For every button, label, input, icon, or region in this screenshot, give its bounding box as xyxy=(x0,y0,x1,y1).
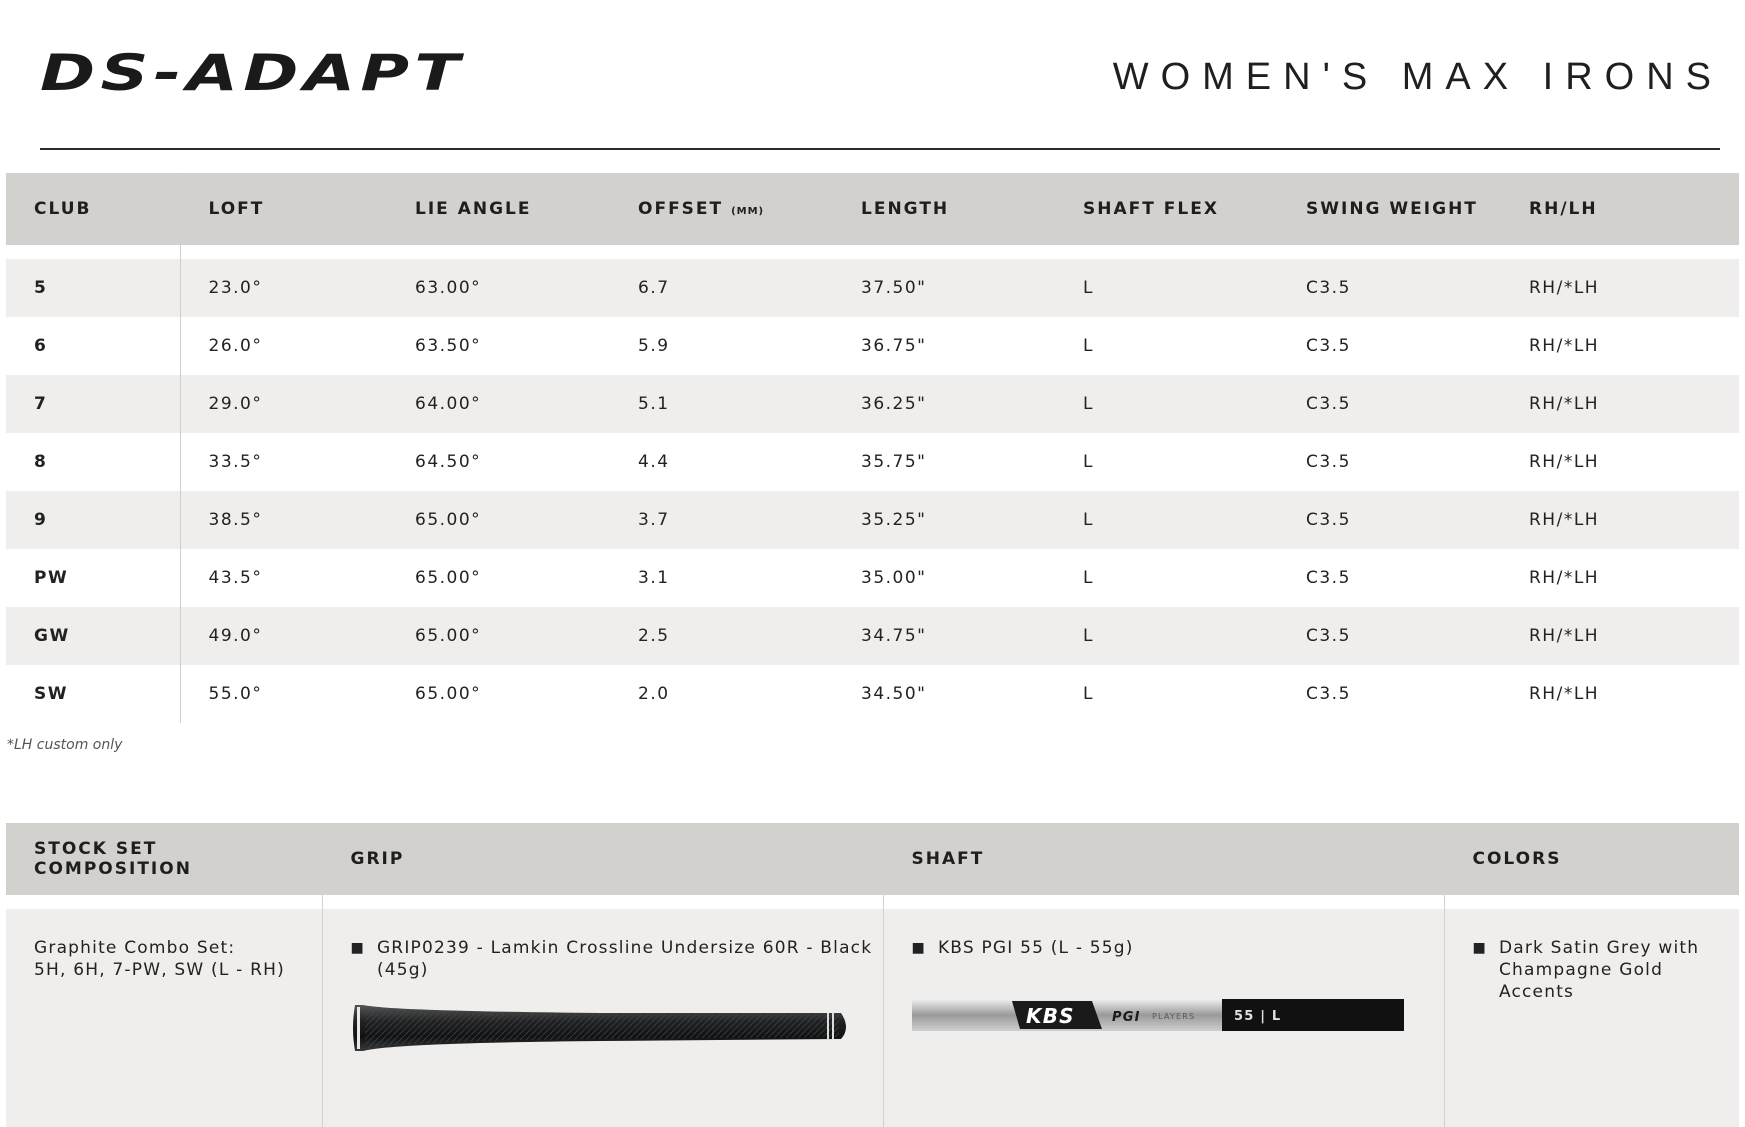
cell-lie-angle: 64.50° xyxy=(387,433,610,491)
cell-lie-angle: 65.00° xyxy=(387,607,610,665)
cell-club: 8 xyxy=(6,433,180,491)
cell-length: 37.50" xyxy=(833,259,1055,317)
table-row xyxy=(6,433,1739,491)
composition-row xyxy=(6,909,1739,1127)
cell-loft: 43.5° xyxy=(180,549,387,607)
svg-text:55 | L: 55 | L xyxy=(1233,1009,1281,1024)
cell-club: GW xyxy=(6,607,180,665)
col-shaft-flex: SHAFT FLEX xyxy=(1055,173,1278,245)
cell-rh-lh: RH/*LH xyxy=(1501,491,1739,549)
cell-length: 35.25" xyxy=(833,491,1055,549)
table-row xyxy=(6,375,1739,433)
shaft-image xyxy=(912,997,1404,1033)
header-divider xyxy=(40,148,1720,150)
composition-header-row xyxy=(6,823,1739,895)
stock-set-cell xyxy=(6,909,322,1127)
cell-shaft-flex: L xyxy=(1055,375,1278,433)
col-rh-lh: RH/LH xyxy=(1501,173,1739,245)
svg-text:PGI: PGI xyxy=(1111,1010,1141,1025)
cell-offset: 6.7 xyxy=(610,259,833,317)
col-club: CLUB xyxy=(6,173,180,245)
cell-offset: 5.9 xyxy=(610,317,833,375)
cell-swing-weight: C3.5 xyxy=(1278,491,1501,549)
grip-cell xyxy=(322,909,883,1127)
colors-text: Dark Satin Grey with Champagne Gold Accents xyxy=(1498,938,1700,1002)
cell-length: 35.75" xyxy=(833,433,1055,491)
col-stock-set: STOCK SET COMPOSITION xyxy=(6,823,322,895)
cell-shaft-flex: L xyxy=(1055,491,1278,549)
table-row xyxy=(6,491,1739,549)
cell-loft: 33.5° xyxy=(180,433,387,491)
cell-lie-angle: 65.00° xyxy=(387,549,610,607)
cell-length: 34.50" xyxy=(833,665,1055,723)
table-row xyxy=(6,607,1739,665)
set-line-2: 5H, 6H, 7-PW, SW (L - RH) xyxy=(34,960,285,980)
cell-offset: 4.4 xyxy=(610,433,833,491)
bullet-icon: ■ xyxy=(1472,940,1487,956)
table-row xyxy=(6,665,1739,723)
svg-text:KBS: KBS xyxy=(1025,1004,1075,1028)
footnote: *LH custom only xyxy=(7,737,123,753)
grip-text: GRIP0239 - Lamkin Crossline Undersize 60R - Black (45g) xyxy=(376,938,873,980)
cell-offset: 5.1 xyxy=(610,375,833,433)
cell-loft: 38.5° xyxy=(180,491,387,549)
cell-offset: 3.1 xyxy=(610,549,833,607)
cell-lie-angle: 63.50° xyxy=(387,317,610,375)
cell-shaft-flex: L xyxy=(1055,665,1278,723)
svg-text:PLAYERS: PLAYERS xyxy=(1151,1012,1195,1021)
cell-club: 5 xyxy=(6,259,180,317)
cell-swing-weight: C3.5 xyxy=(1278,259,1501,317)
cell-club: PW xyxy=(6,549,180,607)
cell-lie-angle: 64.00° xyxy=(387,375,610,433)
cell-swing-weight: C3.5 xyxy=(1278,317,1501,375)
table-row xyxy=(6,317,1739,375)
col-loft: LOFT xyxy=(180,173,387,245)
col-shaft: SHAFT xyxy=(883,823,1444,895)
set-line-1: Graphite Combo Set: xyxy=(34,938,236,958)
cell-offset: 2.0 xyxy=(610,665,833,723)
col-grip: GRIP xyxy=(322,823,883,895)
cell-length: 36.75" xyxy=(833,317,1055,375)
cell-lie-angle: 63.00° xyxy=(387,259,610,317)
cell-loft: 49.0° xyxy=(180,607,387,665)
specs-table xyxy=(6,173,1739,723)
cell-rh-lh: RH/*LH xyxy=(1501,259,1739,317)
ds-adapt-logo xyxy=(40,50,470,96)
cell-rh-lh: RH/*LH xyxy=(1501,549,1739,607)
col-offset xyxy=(610,173,833,245)
col-offset-label: OFFSET xyxy=(638,199,724,219)
cell-shaft-flex: L xyxy=(1055,607,1278,665)
cell-shaft-flex: L xyxy=(1055,549,1278,607)
cell-rh-lh: RH/*LH xyxy=(1501,607,1739,665)
cell-club: SW xyxy=(6,665,180,723)
cell-length: 35.00" xyxy=(833,549,1055,607)
cell-club: 6 xyxy=(6,317,180,375)
cell-length: 36.25" xyxy=(833,375,1055,433)
cell-loft: 26.0° xyxy=(180,317,387,375)
cell-rh-lh: RH/*LH xyxy=(1501,317,1739,375)
cell-loft: 29.0° xyxy=(180,375,387,433)
cell-club: 7 xyxy=(6,375,180,433)
svg-text:DS-ADAPT: DS-ADAPT xyxy=(40,50,465,96)
col-length: LENGTH xyxy=(833,173,1055,245)
cell-swing-weight: C3.5 xyxy=(1278,433,1501,491)
shaft-text: KBS PGI 55 (L - 55g) xyxy=(937,938,1134,958)
shaft-cell xyxy=(883,909,1444,1127)
cell-swing-weight: C3.5 xyxy=(1278,375,1501,433)
bullet-icon: ■ xyxy=(911,940,926,956)
cell-shaft-flex: L xyxy=(1055,259,1278,317)
cell-rh-lh: RH/*LH xyxy=(1501,665,1739,723)
cell-rh-lh: RH/*LH xyxy=(1501,375,1739,433)
cell-shaft-flex: L xyxy=(1055,317,1278,375)
col-lie-angle: LIE ANGLE xyxy=(387,173,610,245)
table-row xyxy=(6,549,1739,607)
cell-offset: 2.5 xyxy=(610,607,833,665)
cell-lie-angle: 65.00° xyxy=(387,491,610,549)
cell-swing-weight: C3.5 xyxy=(1278,607,1501,665)
cell-swing-weight: C3.5 xyxy=(1278,549,1501,607)
bullet-icon: ■ xyxy=(350,940,365,956)
cell-swing-weight: C3.5 xyxy=(1278,665,1501,723)
specs-header-row xyxy=(6,173,1739,245)
col-swing-weight: SWING WEIGHT xyxy=(1278,173,1501,245)
cell-club: 9 xyxy=(6,491,180,549)
colors-cell xyxy=(1444,909,1739,1127)
offset-unit: (MM) xyxy=(731,206,765,217)
page-title: WOMEN'S MAX IRONS xyxy=(1112,56,1723,98)
grip-image xyxy=(351,999,851,1057)
col-colors: COLORS xyxy=(1444,823,1739,895)
cell-loft: 23.0° xyxy=(180,259,387,317)
cell-loft: 55.0° xyxy=(180,665,387,723)
cell-rh-lh: RH/*LH xyxy=(1501,433,1739,491)
cell-offset: 3.7 xyxy=(610,491,833,549)
composition-table xyxy=(6,823,1739,1127)
cell-lie-angle: 65.00° xyxy=(387,665,610,723)
cell-shaft-flex: L xyxy=(1055,433,1278,491)
cell-length: 34.75" xyxy=(833,607,1055,665)
table-row xyxy=(6,259,1739,317)
